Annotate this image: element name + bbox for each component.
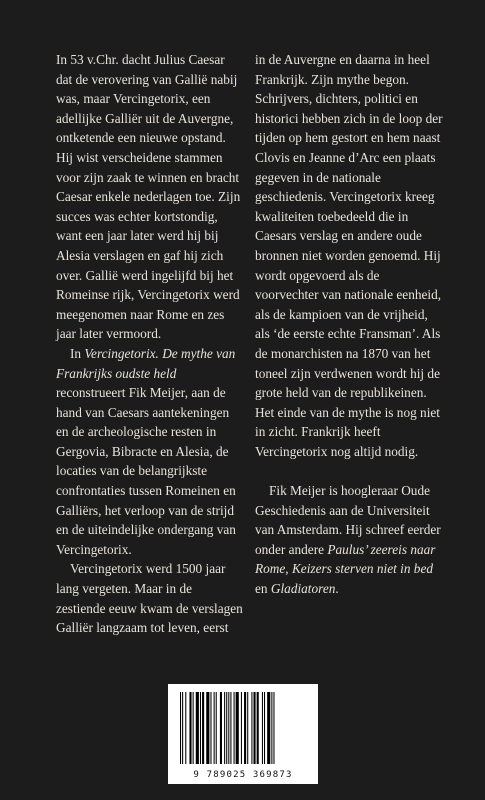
barcode-bar <box>180 692 181 764</box>
barcode-bar <box>206 692 209 764</box>
bio-text: Fik Meijer is hoogleraar Oude Geschiedenis aan de Universiteit van Amsterdam. Hij schreef eerder onder andere <box>255 483 441 557</box>
intro-paragraph: In 53 v.Chr. dacht Julius Caesar dat de verovering van Gallië nabij was, maar Vercingetorix, een adellijke Galliër uit de Auvergne, ontketende een nieuwe opstand. Hij wist verscheidene stammen voor zijn zaak te winnen en bracht Caesar enkele nederlagen toe. Zijn succes was echter kortstondig, want een jaar later werd hij bij Alesia verslagen en gaf hij zich over. Gallië werd ingelijfd bij het Romeinse rijk, Vercingetorix werd meegenomen naar Rome en zes jaar later vermoord. <box>56 52 241 342</box>
bio-book-1: Paulus’ zeereis naar Rome <box>255 541 436 577</box>
barcode-bar <box>228 692 229 764</box>
right-text-column <box>255 50 443 599</box>
barcode-bar <box>267 692 270 764</box>
bio-book-3: Gladiatoren <box>270 581 336 597</box>
myth-paragraph-start: Vercingetorix werd 1500 jaar lang vergeten. Maar in de zestiende eeuw kwam de verslagen Galliër langzaam tot leven, eerst <box>56 561 243 636</box>
isbn-number: 9 789025 369873 <box>193 770 293 780</box>
barcode-bar <box>220 692 222 764</box>
author-bio: Fik Meijer is hoogleraar Oude Geschiedenis aan de Universiteit van Amsterdam. Hij schreef eerder onder andere Paulus’ zeereis naar Rome, Keizers sterven niet in bed en Gladiatoren. <box>255 483 441 597</box>
barcode-bar <box>251 692 252 764</box>
barcode-bar <box>200 692 201 764</box>
barcode-bar <box>273 692 274 764</box>
barcode-bar <box>182 692 183 764</box>
barcode-bars <box>168 684 318 768</box>
book-summary-paragraph <box>56 344 244 560</box>
barcode-bar <box>202 692 204 764</box>
barcode-bar <box>244 692 246 764</box>
barcode-bar <box>262 692 263 764</box>
barcode-bar <box>247 692 248 764</box>
barcode-bar <box>185 692 186 764</box>
barcode-bar <box>271 692 272 764</box>
barcode-bar <box>264 692 265 764</box>
barcode-bar <box>189 692 191 764</box>
barcode-bar <box>236 692 239 764</box>
barcode-bar <box>254 692 256 764</box>
barcode-bar <box>214 692 215 764</box>
summary-lead: In <box>70 345 85 361</box>
barcode-bar <box>257 692 259 764</box>
barcode-bar <box>210 692 211 764</box>
summary-body: reconstrueert Fik Meijer, aan de hand van Caesars aantekeningen en de archeologische resten in Gergovia, Bibracte en Alesia, de locaties van de belangrijkste confrontaties tussen Romeinen en Galliërs, het verloop van de strijd en de uiteindelijke ondergang van Vercingetorix. <box>56 385 236 557</box>
myth-paragraph-continued: in de Auvergne en daarna in heel Frankrijk. Zijn mythe begon. Schrijvers, dichters, politici en historici hebben zich in de loop der tijden op hem gestort en hem naast Clovis en Jeanne d’Arc een plaats gegeven in de nationale geschiedenis. Vercingetorix kreeg kwaliteiten toebedeeld die in Caesars verslag en andere oude bronnen niet worden genoemd. Hij wordt opgevoerd als de voorvechter van nationale eenheid, als de kampioen van de vrijheid, als ‘de eerste echte Fransman’. Als de monarchisten na 1870 van het toneel zijn verdwenen wordt hij de grote held van de republikeinen. Het einde van de mythe is nog niet in zicht. Frankrijk heeft Vercingetorix nog altijd nodig. <box>255 52 443 459</box>
isbn-barcode <box>168 684 318 784</box>
left-text-column <box>56 50 244 638</box>
barcode-bar <box>224 692 225 764</box>
barcode-bar <box>216 692 217 764</box>
barcode-bar <box>241 692 242 764</box>
barcode-bar <box>226 692 227 764</box>
barcode-bar <box>196 692 199 764</box>
barcode-bar <box>193 692 194 764</box>
barcode-bar <box>234 692 235 764</box>
bio-book-2: Keizers sterven niet in bed <box>291 561 434 577</box>
barcode-bar <box>230 692 231 764</box>
book-title: Vercingetorix. De mythe van Frankrijks oudste held <box>56 345 236 381</box>
